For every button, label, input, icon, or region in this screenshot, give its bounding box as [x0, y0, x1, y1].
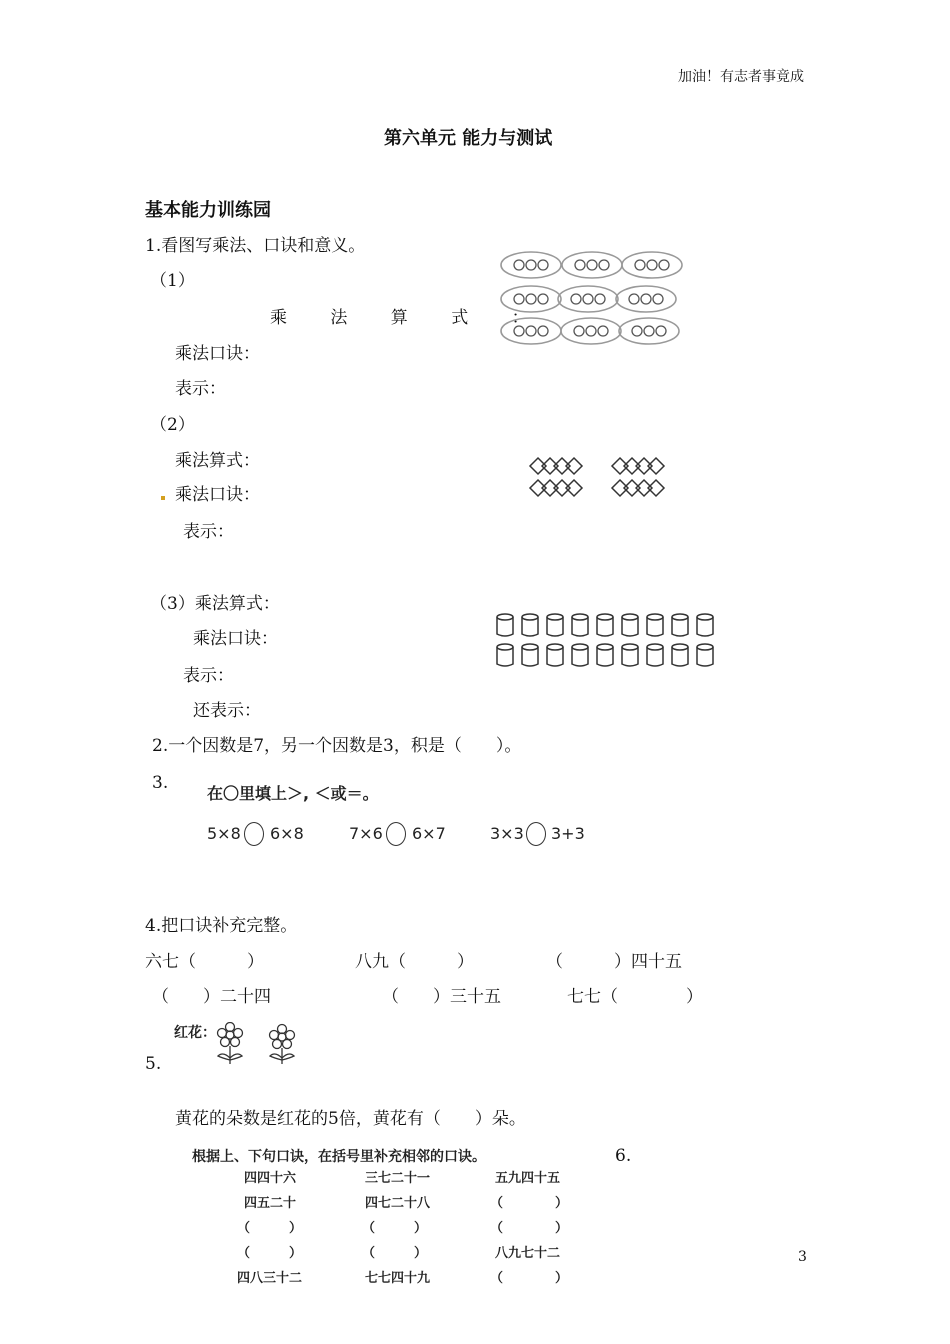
cylinder-icon — [647, 614, 663, 636]
q6-label: 6. — [615, 1146, 632, 1166]
q1-part3-meaning: 表示： — [183, 666, 234, 686]
q6-cell: 八九七十二 — [495, 1246, 561, 1261]
compare-circle[interactable] — [386, 822, 406, 846]
q4-blank[interactable]: 七七（ ） — [567, 987, 703, 1007]
page-title: 第六单元 能力与测试 — [384, 128, 553, 149]
q6-table — [232, 1172, 592, 1302]
q3-item-right: 6×8 — [270, 824, 304, 843]
oval-row-2 — [501, 286, 676, 312]
q3-item-left: 3×3 — [490, 824, 524, 843]
cylinder-icon — [547, 644, 563, 666]
q6-blank[interactable]: （ ） — [490, 1196, 569, 1211]
q2-text: 2.一个因数是7，另一个因数是3，积是（ ）。 — [152, 736, 522, 756]
q3-item-right: 6×7 — [412, 824, 446, 843]
cylinder-icon — [497, 644, 513, 666]
q1-part2-label: （2） — [150, 415, 195, 435]
q1-part3-formula: （3）乘法算式： — [150, 594, 280, 614]
red-flower-label: 红花： — [174, 1025, 216, 1041]
oval-row-3 — [501, 318, 679, 344]
cylinder-icon — [622, 644, 638, 666]
cylinder-icon — [697, 644, 713, 666]
section-title: 基本能力训练园 — [145, 200, 271, 221]
compare-circle[interactable] — [244, 822, 264, 846]
diamond-group-right — [612, 458, 664, 496]
q6-cell: 四四十六 — [244, 1171, 297, 1186]
q3-compare-row — [207, 822, 627, 848]
cylinder-icon — [647, 644, 663, 666]
cylinder-groups-figure — [493, 612, 717, 668]
flower-icon-group — [212, 1022, 304, 1066]
q3-item-left: 5×8 — [207, 824, 241, 843]
cylinder-icon — [622, 614, 638, 636]
q4-blank[interactable]: （ ）三十五 — [382, 987, 501, 1007]
q3-label: 3. — [152, 773, 169, 793]
diamond-group-left — [530, 458, 582, 496]
q4-blank[interactable]: （ ）四十五 — [546, 952, 682, 972]
oval-groups-figure — [498, 250, 690, 346]
q3-instruction: 在〇里填上＞, ＜或＝。 — [207, 784, 379, 803]
q6-blank[interactable]: （ ） — [237, 1221, 303, 1236]
q6-blank[interactable]: （ ） — [490, 1221, 569, 1236]
flower-icon — [270, 1025, 295, 1065]
q6-cell: 三七二十一 — [365, 1171, 431, 1186]
q1-prompt: 1.看图写乘法、口诀和意义。 — [145, 236, 366, 256]
cylinder-icon — [522, 644, 538, 666]
diamond-groups-figure — [528, 456, 670, 506]
cylinder-icon — [697, 614, 713, 636]
cylinder-icon — [672, 614, 688, 636]
q6-cell: 四五二十 — [244, 1196, 297, 1211]
cylinder-icon — [572, 644, 588, 666]
q6-cell: 四七二十八 — [365, 1196, 431, 1211]
q6-blank[interactable]: （ ） — [362, 1221, 428, 1236]
cylinder-icon — [497, 614, 513, 636]
q4-blank[interactable]: 八九（ ） — [355, 952, 474, 972]
q1-part2-meaning: 表示： — [183, 522, 234, 542]
bullet-mark — [161, 496, 165, 500]
q1-part1-rhyme: 乘法口诀： — [175, 344, 260, 364]
q6-blank[interactable]: （ ） — [490, 1271, 569, 1286]
q1-part3-also: 还表示： — [193, 701, 261, 721]
q6-instruction: 根据上、下句口诀，在括号里补充相邻的口诀。 — [192, 1149, 486, 1165]
q6-cell: 五九四十五 — [495, 1171, 561, 1186]
q1-part2-rhyme: 乘法口诀： — [175, 485, 260, 505]
q6-blank[interactable]: （ ） — [362, 1246, 428, 1261]
header-motto: 加油！有志者事竟成 — [678, 69, 804, 85]
page-number: 3 — [798, 1249, 807, 1265]
q5-label: 5. — [145, 1054, 162, 1074]
cylinder-icon — [547, 614, 563, 636]
compare-circle[interactable] — [526, 822, 546, 846]
cylinder-icon — [597, 644, 613, 666]
q1-part2-formula: 乘法算式： — [175, 451, 260, 471]
q4-prompt: 4.把口诀补充完整。 — [145, 916, 298, 936]
oval-row-1 — [501, 252, 682, 278]
q4-blank[interactable]: 六七（ ） — [145, 952, 264, 972]
cylinder-icon — [572, 614, 588, 636]
q5-text: 黄花的朵数是红花的5倍，黄花有（ ）朵。 — [175, 1109, 526, 1129]
cylinder-icon — [672, 644, 688, 666]
q1-part1-meaning: 表示： — [175, 379, 226, 399]
q6-cell: 四八三十二 — [237, 1271, 303, 1286]
cylinder-icon — [522, 614, 538, 636]
q1-part1-label: （1） — [150, 271, 195, 291]
q6-blank[interactable]: （ ） — [237, 1246, 303, 1261]
q6-cell: 七七四十九 — [365, 1271, 431, 1286]
q1-part1-formula: 乘 法 算 式 ： — [270, 308, 548, 328]
q1-part3-rhyme: 乘法口诀： — [193, 629, 278, 649]
q3-item-left: 7×6 — [349, 824, 383, 843]
q3-item-right: 3+3 — [551, 824, 585, 843]
q4-blank[interactable]: （ ）二十四 — [152, 987, 271, 1007]
flower-icon — [218, 1023, 243, 1065]
cylinder-icon — [597, 614, 613, 636]
